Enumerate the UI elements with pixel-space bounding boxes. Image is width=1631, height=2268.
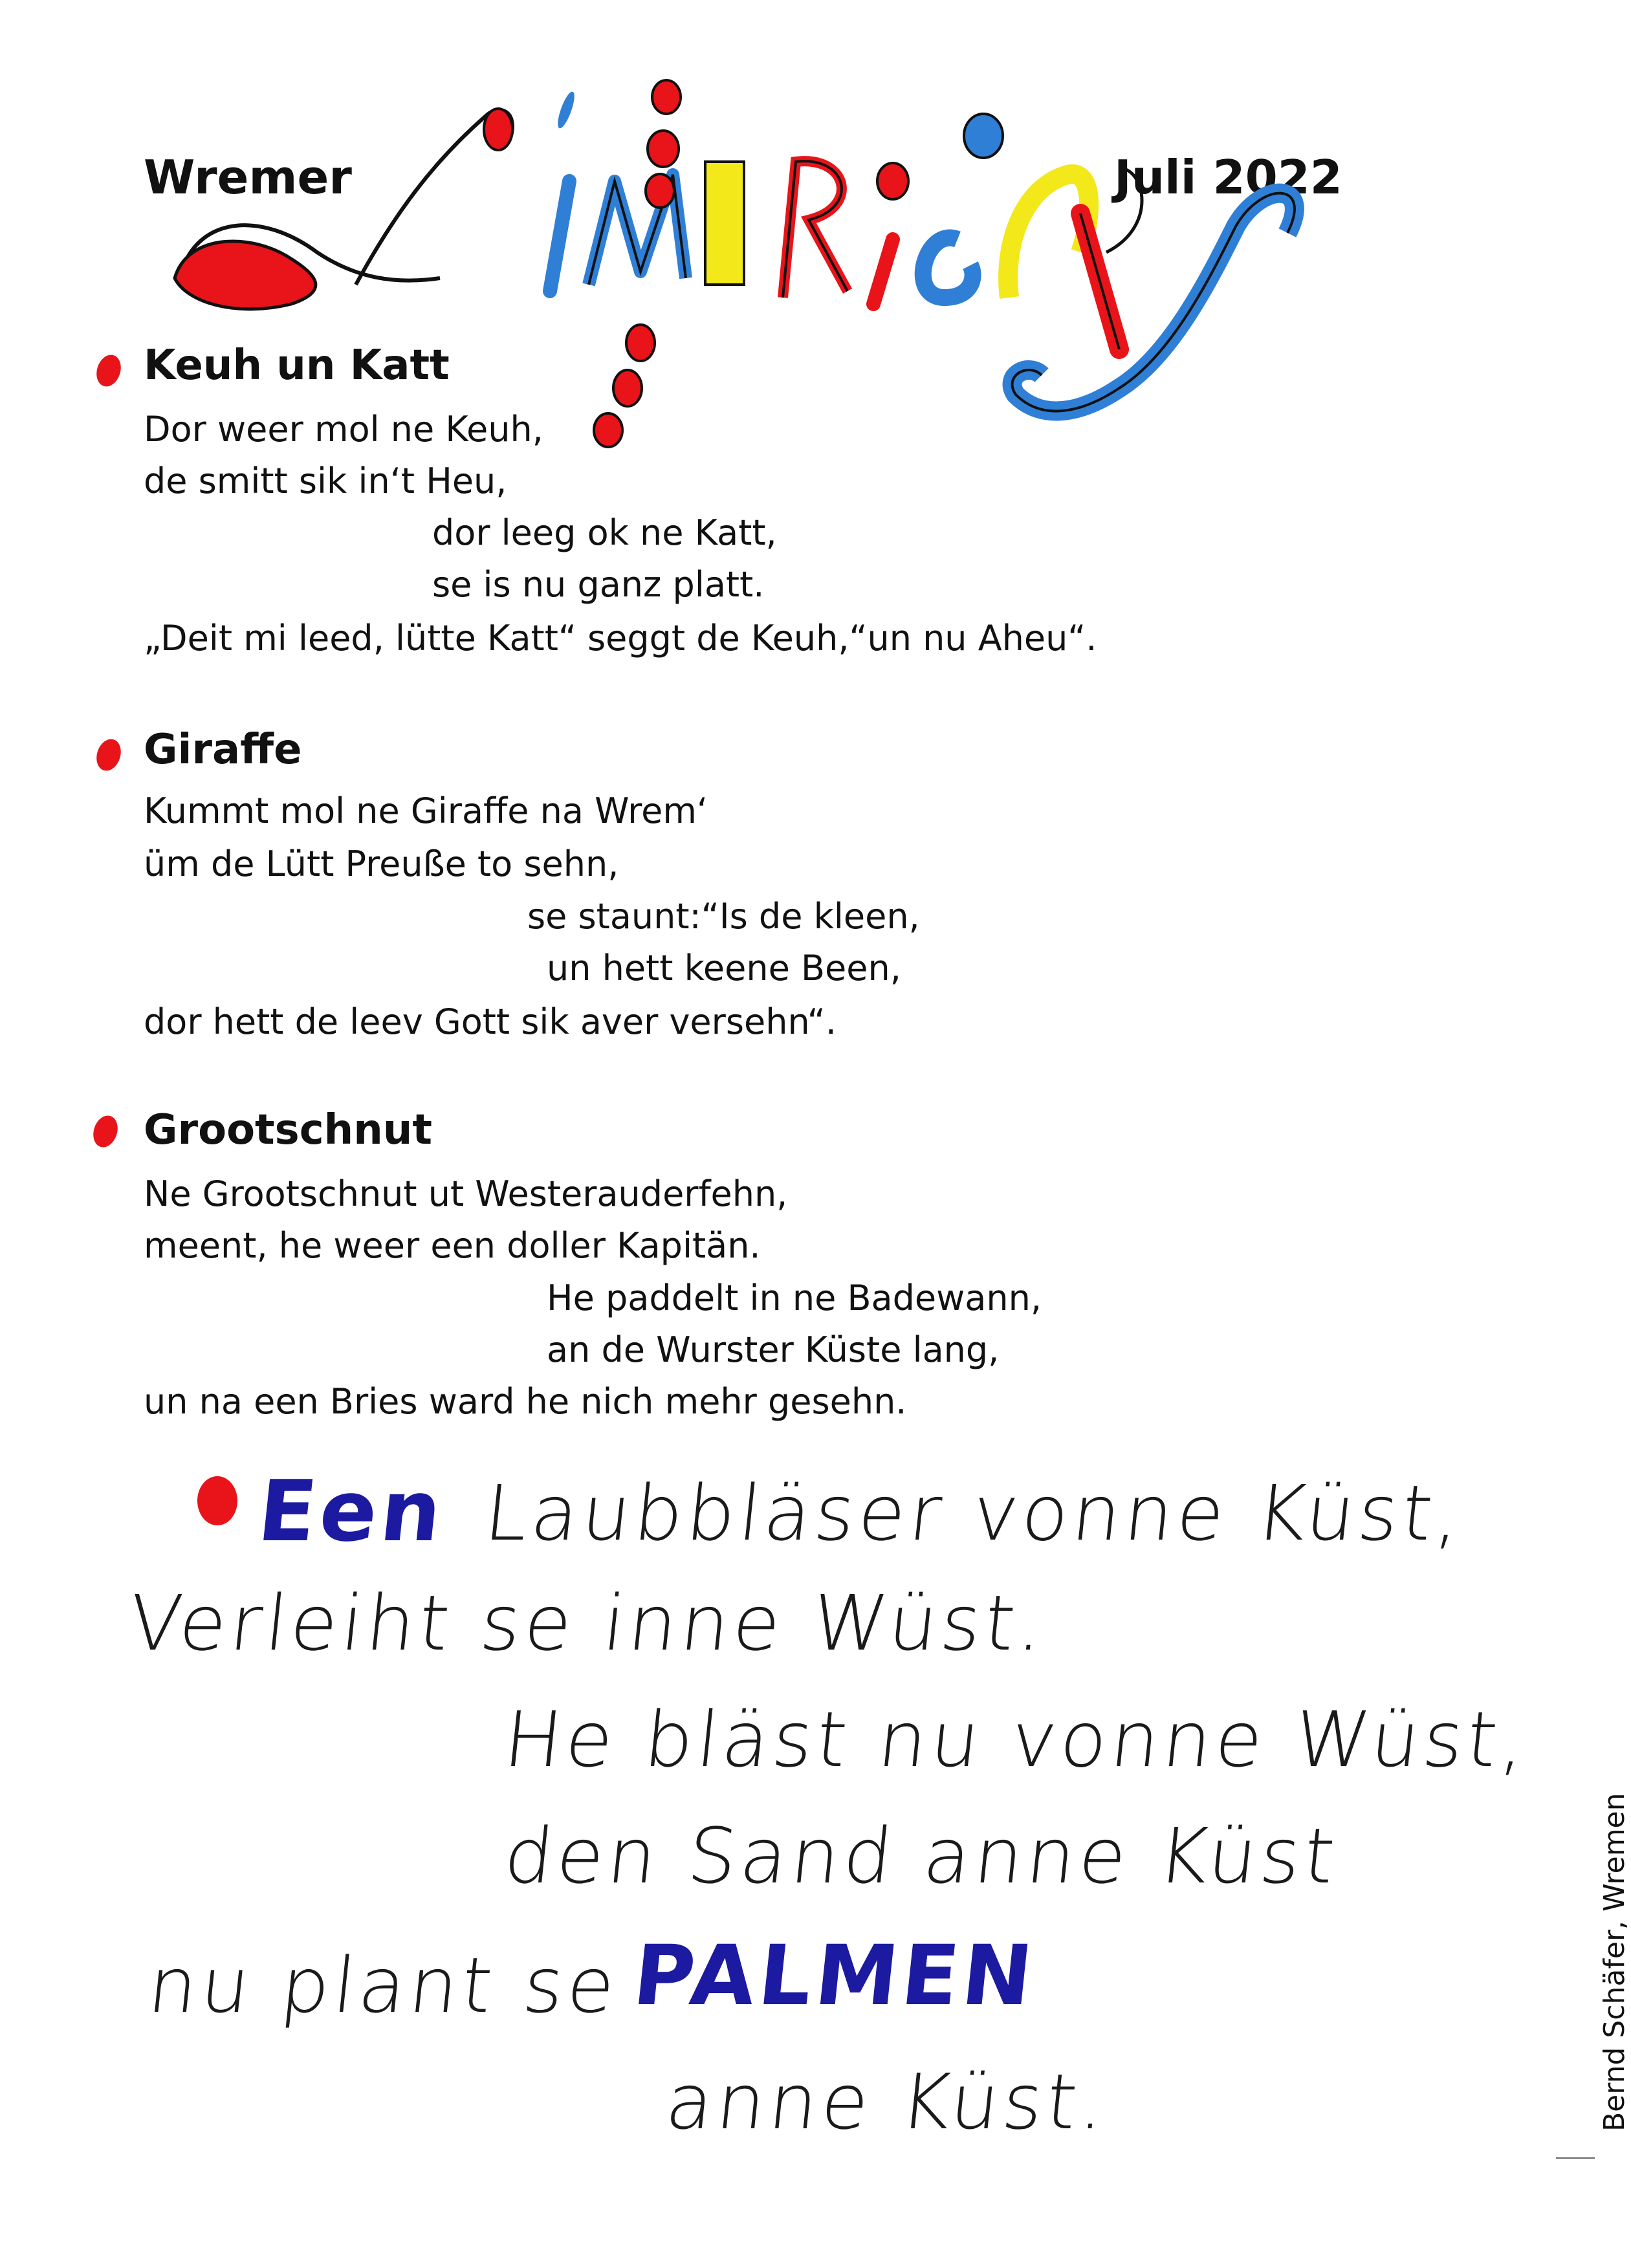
poem-line: üm de Lütt Preuße to sehn, [144, 844, 619, 884]
author-credit: Bernd Schäfer, Wremen [1598, 1793, 1631, 2132]
poem-line: an de Wurster Küste lang, [547, 1329, 1000, 1370]
poem-line: de smitt sik in‘t Heu, [144, 461, 507, 501]
poem-title: Giraffe [144, 726, 302, 774]
poem-line: „Deit mi leed, lütte Katt“ seggt de Keuh,“un nu Aheu“. [144, 618, 1097, 659]
header-left: Wremer [144, 150, 352, 204]
credit-rule [1556, 2157, 1595, 2159]
handwritten-line: He bläst nu vonne Wüst, [499, 1695, 1534, 1784]
handwritten-line: Een [254, 1462, 450, 1560]
header-right: Juli 2022 [1114, 150, 1342, 204]
handwritten-line: Laubbläser vonne Küst, [480, 1468, 1469, 1558]
poem-line: Kummt mol ne Giraffe na Wrem‘ [144, 791, 708, 831]
poem-line: un na een Bries ward he nich mehr gesehn. [144, 1381, 907, 1422]
poem-title: Keuh un Katt [144, 342, 450, 389]
poem-title: Grootschnut [144, 1106, 432, 1154]
poem-line: dor hett de leev Gott sik aver versehn“. [144, 1001, 837, 1042]
poem-line: meent, he weer een doller Kapitän. [144, 1225, 761, 1266]
poem-line: un hett keene Been, [547, 948, 901, 988]
handwritten-line: Verleiht se inne Wüst. [124, 1578, 1052, 1668]
handwritten-line: PALMEN [629, 1928, 1041, 2024]
poem-line: Ne Grootschnut ut Westerauderfehn, [144, 1173, 788, 1214]
handwritten-line: anne Küst. [661, 2057, 1113, 2146]
poem-line: se is nu ganz platt. [432, 564, 765, 605]
handwritten-line: den Sand anne Küst [499, 1811, 1343, 1901]
poem-line: dor leeg ok ne Katt, [432, 512, 777, 553]
bullet-icon [89, 1113, 122, 1151]
bullet-icon [93, 736, 125, 774]
bullet-icon [93, 352, 125, 390]
bullet-icon [197, 1476, 237, 1525]
poem-line: Dor weer mol ne Keuh, [144, 409, 543, 450]
poem-line: se staunt:“Is de kleen, [527, 896, 920, 937]
handwritten-line: nu plant se [144, 1941, 623, 2030]
poem-line: He paddelt in ne Badewann, [547, 1278, 1042, 1318]
